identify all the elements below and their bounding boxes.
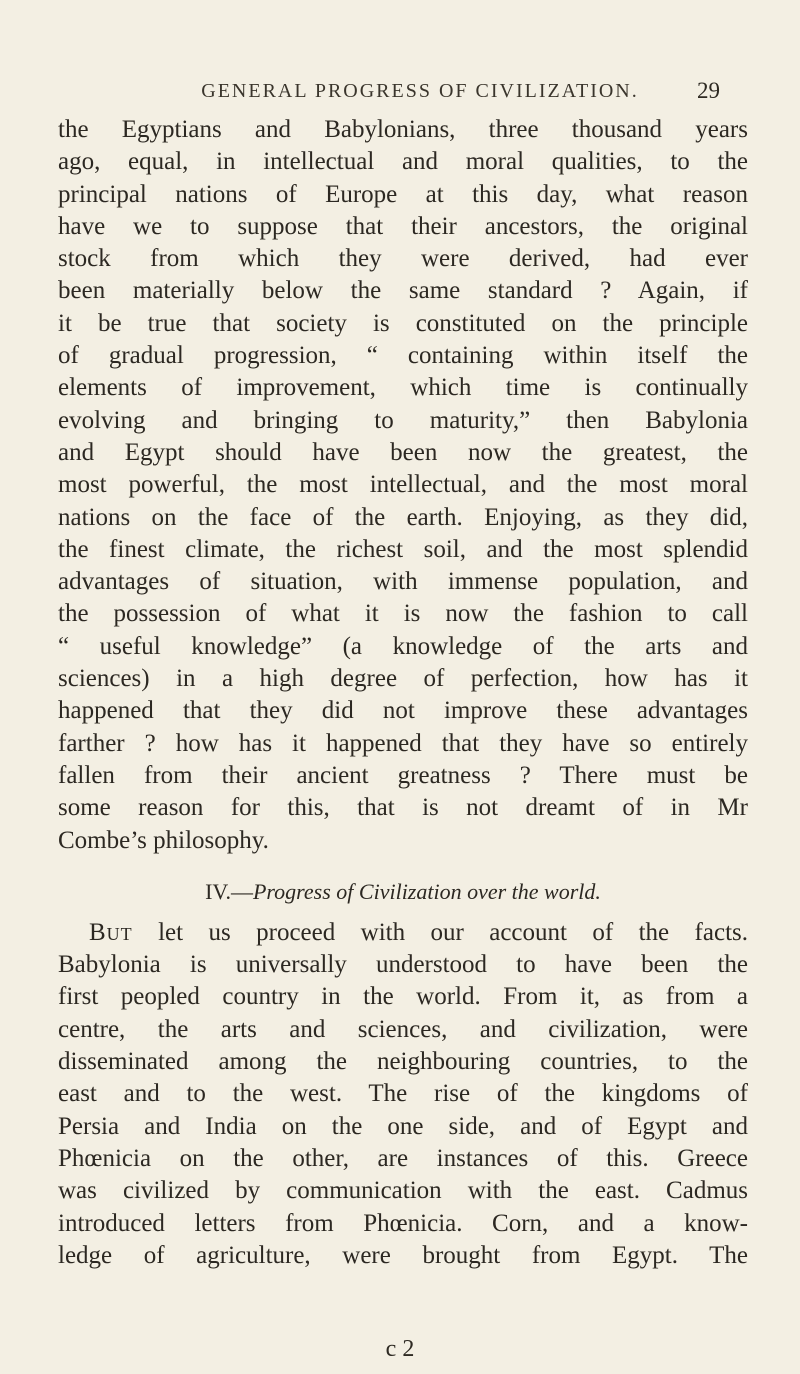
text-line: Combe’s philosophy.: [58, 826, 269, 854]
text-line: the finest climate, the richest soil, and the most splendid: [58, 535, 748, 563]
text-line: most powerful, the most intellectual, and the most moral: [58, 471, 748, 499]
text-line: [58, 917, 748, 949]
paragraph-2: [58, 917, 748, 1272]
text-line: introduced letters from Phœnicia. Corn, and a know-: [58, 1209, 748, 1237]
text-line: advantages of situation, with immense population, and: [58, 568, 748, 596]
running-head: [120, 80, 720, 110]
text-line: ago, equal, in intellectual and moral qualities, to the: [58, 148, 748, 176]
text-line: sciences) in a high degree of perfection, how has it: [58, 665, 748, 693]
paragraph-1: [58, 114, 748, 857]
text-line: and Egypt should have been now the greatest, the: [58, 438, 748, 466]
text-line: elements of improvement, which time is continually: [58, 374, 748, 402]
signature-mark: c 2: [385, 1336, 415, 1362]
text-line: the Egyptians and Babylonians, three thousand years: [58, 116, 748, 143]
text-line: farther ? how has it happened that they have so entirely: [58, 729, 748, 757]
text-line: Babylonia is universally understood to have been the: [58, 951, 748, 979]
text-line: was civilized by communication with the east. Cadmus: [58, 1177, 748, 1205]
text-line: have we to suppose that their ancestors, the original: [58, 212, 748, 240]
lead-word: But: [89, 918, 133, 946]
first-line-rest: let us proceed with our account of the facts.: [132, 918, 748, 946]
page-number: 29: [697, 78, 720, 103]
section-heading: [58, 877, 748, 907]
text-line: east and to the west. The rise of the kingdoms of: [58, 1080, 748, 1108]
text-line: fallen from their ancient greatness ? There must be: [58, 761, 748, 789]
text-line: “ useful knowledge” (a knowledge of the arts and: [58, 632, 748, 660]
text-line: Persia and India on the one side, and of Egypt and: [58, 1112, 748, 1140]
text-line: some reason for this, that is not dreamt of in Mr: [58, 794, 748, 822]
text-line: Phœnicia on the other, are instances of this. Greece: [58, 1144, 748, 1172]
text-line: first peopled country in the world. From it, as from a: [58, 983, 748, 1011]
text-line: happened that they did not improve these advantages: [58, 697, 748, 725]
text-line: nations on the face of the earth. Enjoying, as they did,: [58, 503, 748, 531]
section-title: Progress of Civilization over the world.: [252, 878, 601, 904]
text-line: principal nations of Europe at this day, what reason: [58, 180, 748, 208]
text-line: it be true that society is constituted on the principle: [58, 309, 748, 337]
text-line: been materially below the same standard ? Again, if: [58, 277, 748, 305]
body-text: [58, 114, 748, 1272]
text-line: evolving and bringing to maturity,” then Babylonia: [58, 406, 748, 434]
text-line: the possession of what it is now the fashion to call: [58, 600, 748, 628]
text-line: centre, the arts and sciences, and civilization, were: [58, 1015, 748, 1043]
text-line: ledge of agriculture, were brought from Egypt. The: [58, 1241, 748, 1269]
running-title: GENERAL PROGRESS OF CIVILIZATION.: [201, 80, 639, 102]
text-line: stock from which they were derived, had ever: [58, 245, 748, 273]
text-line: disseminated among the neighbouring countries, to the: [58, 1048, 748, 1076]
section-number: IV.—: [205, 878, 253, 904]
text-line: of gradual progression, “ containing within itself the: [58, 342, 748, 370]
